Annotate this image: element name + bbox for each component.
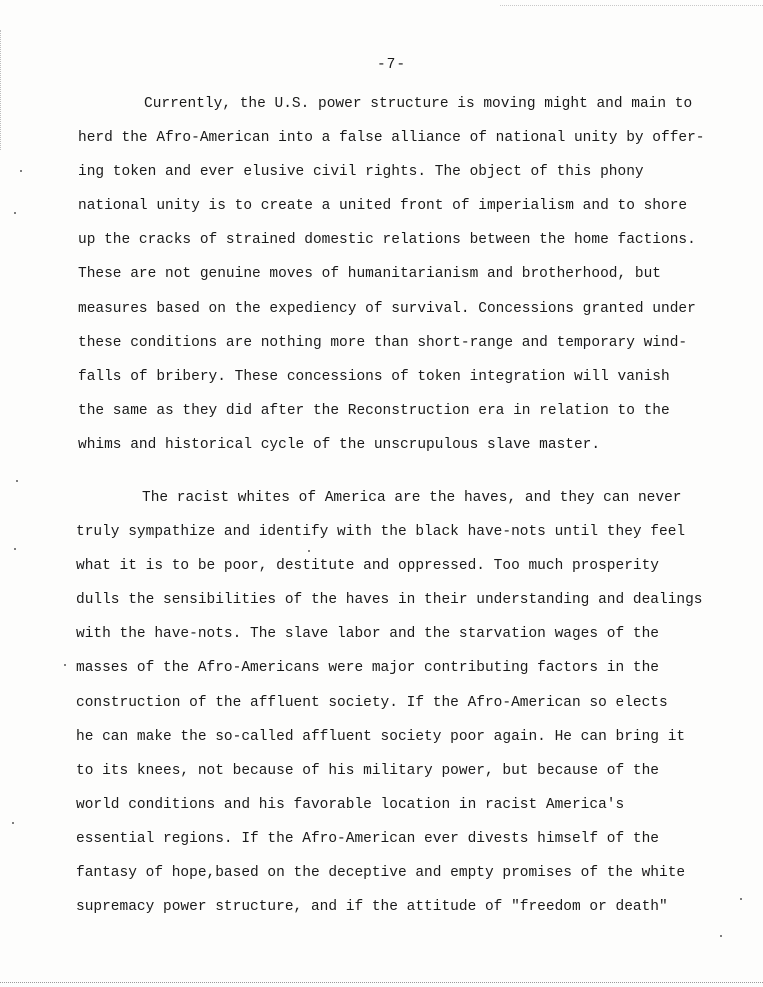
text-line: essential regions. If the Afro-American ever divests himself of the (76, 830, 659, 847)
text-line: with the have-nots. The slave labor and the starvation wages of the (76, 626, 659, 643)
text-line: whims and historical cycle of the unscrupulous slave master. (78, 436, 601, 453)
text-line: he can make the so-called affluent society poor again. He can bring it (76, 728, 686, 745)
scan-speck (720, 935, 722, 937)
text-line: herd the Afro-American into a false alliance of national unity by offer- (78, 130, 705, 147)
scan-artifact (0, 30, 5, 150)
scan-speck (740, 898, 742, 900)
scan-speck (308, 550, 310, 552)
text-line: The racist whites of America are the haves, and they can never (142, 490, 682, 506)
scan-speck (16, 480, 18, 482)
text-line: up the cracks of strained domestic relations between the home factions. (78, 232, 696, 249)
text-line: truly sympathize and identify with the black have-nots until they feel (76, 524, 686, 541)
text-line: ing token and ever elusive civil rights. The object of this phony (78, 164, 644, 181)
scan-speck (20, 170, 22, 172)
scan-artifact (0, 982, 763, 985)
page-number: -7- (376, 57, 407, 73)
paragraph (78, 87, 738, 462)
text-line: national unity is to create a united front of imperialism and to shore (78, 198, 688, 215)
text-line: world conditions and his favorable location in racist America's (76, 796, 625, 813)
paragraph (76, 481, 736, 924)
text-line: dulls the sensibilities of the haves in their understanding and dealings (76, 592, 703, 609)
text-line: falls of bribery. These concessions of token integration will vanish (78, 368, 670, 385)
text-line: Currently, the U.S. power structure is moving might and main to (144, 96, 693, 112)
text-line: what it is to be poor, destitute and oppressed. Too much prosperity (76, 558, 659, 575)
text-line: measures based on the expediency of survival. Concessions granted under (78, 300, 696, 317)
text-line: fantasy of hope,based on the deceptive and empty promises of the white (76, 865, 686, 882)
scan-artifact (500, 5, 763, 6)
scan-speck (14, 548, 16, 550)
scan-speck (64, 664, 66, 666)
text-line: the same as they did after the Reconstruction era in relation to the (78, 402, 670, 419)
text-line: these conditions are nothing more than short-range and temporary wind- (78, 334, 688, 351)
text-line: masses of the Afro-Americans were major contributing factors in the (76, 660, 659, 677)
scan-speck (12, 822, 14, 824)
scan-speck (14, 212, 16, 214)
text-line: These are not genuine moves of humanitarianism and brotherhood, but (78, 266, 661, 283)
text-line: supremacy power structure, and if the attitude of "freedom or death" (76, 899, 668, 916)
text-line: construction of the affluent society. If the Afro-American so elects (76, 694, 668, 711)
text-line: to its knees, not because of his military power, but because of the (76, 762, 659, 779)
